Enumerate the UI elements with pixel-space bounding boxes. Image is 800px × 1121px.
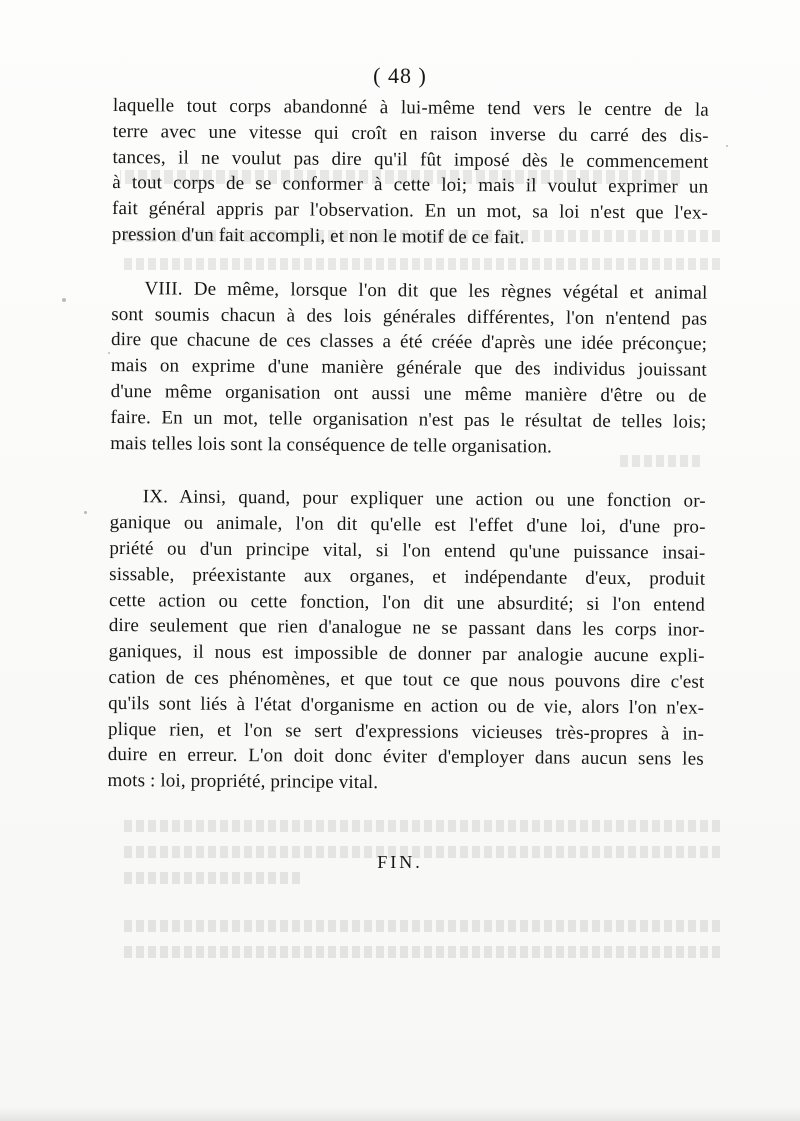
text-line: cette action ou cette fonction, l'on dit une absurdité; si l'on entend (108, 589, 706, 616)
text-line: mais on exprime d'une manière générale que des individus jouissant (110, 355, 707, 381)
text-line: terre avec une vitesse qui croît en raison inverse du carré des dis- (112, 120, 709, 147)
text-line: sont soumis chacun à des lois générales différentes, l'on n'entend pas (111, 303, 708, 330)
text-line: plique rien, et l'on se sert d'expressions vicieuses très-propres à in- (107, 718, 705, 745)
paragraph-gravitation (112, 93, 709, 252)
text-line: duire en erreur. L'on doit donc éviter d'employer dans aucun sens les (107, 744, 704, 770)
paper-speck (84, 511, 87, 514)
text-line: priété ou d'un principe vital, si l'on entend qu'une puissance insai- (109, 537, 706, 564)
text-line: IX. Ainsi, quand, pour expliquer une action ou une fonction or- (142, 486, 706, 513)
text-line: pression d'un fait accompli, et non le motif de ce fait. (111, 223, 525, 249)
text-line: faire. En un mot, telle organisation n'est pas le résultat de telles lois; (110, 406, 707, 433)
text-line: qu'ils sont liés à l'état d'organisme en action ou de vie, alors l'on n'ex- (108, 692, 705, 719)
paragraph-section-viii (110, 276, 707, 461)
body-text (107, 93, 708, 799)
text-line: sissable, préexistante aux organes, et indépendante d'eux, produit (109, 563, 706, 590)
text-line: fait général appris par l'observation. En un mot, sa loi n'est que l'ex- (112, 198, 709, 224)
page-bottom-shadow (0, 1107, 800, 1121)
end-mark: FIN. (377, 852, 423, 872)
text-line: mais telles lois sont la conséquence de telle organisation. (110, 432, 553, 458)
text-line: tances, il ne voulut pas dire qu'il fût imposé dès le commencement (112, 146, 709, 173)
paper-speck (726, 145, 728, 147)
text-line: mots : loi, propriété, principe vital. (107, 770, 379, 794)
page-number: ( 48 ) (373, 63, 427, 88)
text-line: dire que chacune de ces classes a été créée d'après une idée préconçue; (110, 329, 708, 356)
text-line: dire seulement que rien d'analogue ne se passant dans les corps inor- (108, 615, 705, 642)
text-line: laquelle tout corps abandonné à lui-même tend vers le centre de la (112, 94, 709, 121)
text-line: à tout corps de se conformer à cette loi; mais il voulut exprimer un (112, 172, 709, 199)
text-line: ganiques, il nous est impossible de donner par analogie aucune expli- (108, 641, 705, 667)
text-line: ganique ou animale, l'on dit qu'elle est l'effet d'une loi, d'une pro- (109, 512, 706, 538)
text-line: d'une même organisation ont aussi une même manière d'être ou de (110, 380, 707, 407)
paper-speck (108, 352, 110, 354)
paragraph-section-ix (107, 484, 705, 798)
text-line: cation de ces phénomènes, et que tout ce que nous pouvons dire c'est (108, 666, 705, 693)
text-line: VIII. De même, lorsque l'on dit que les règnes végétal et animal (144, 278, 708, 304)
paper-speck (62, 298, 66, 302)
